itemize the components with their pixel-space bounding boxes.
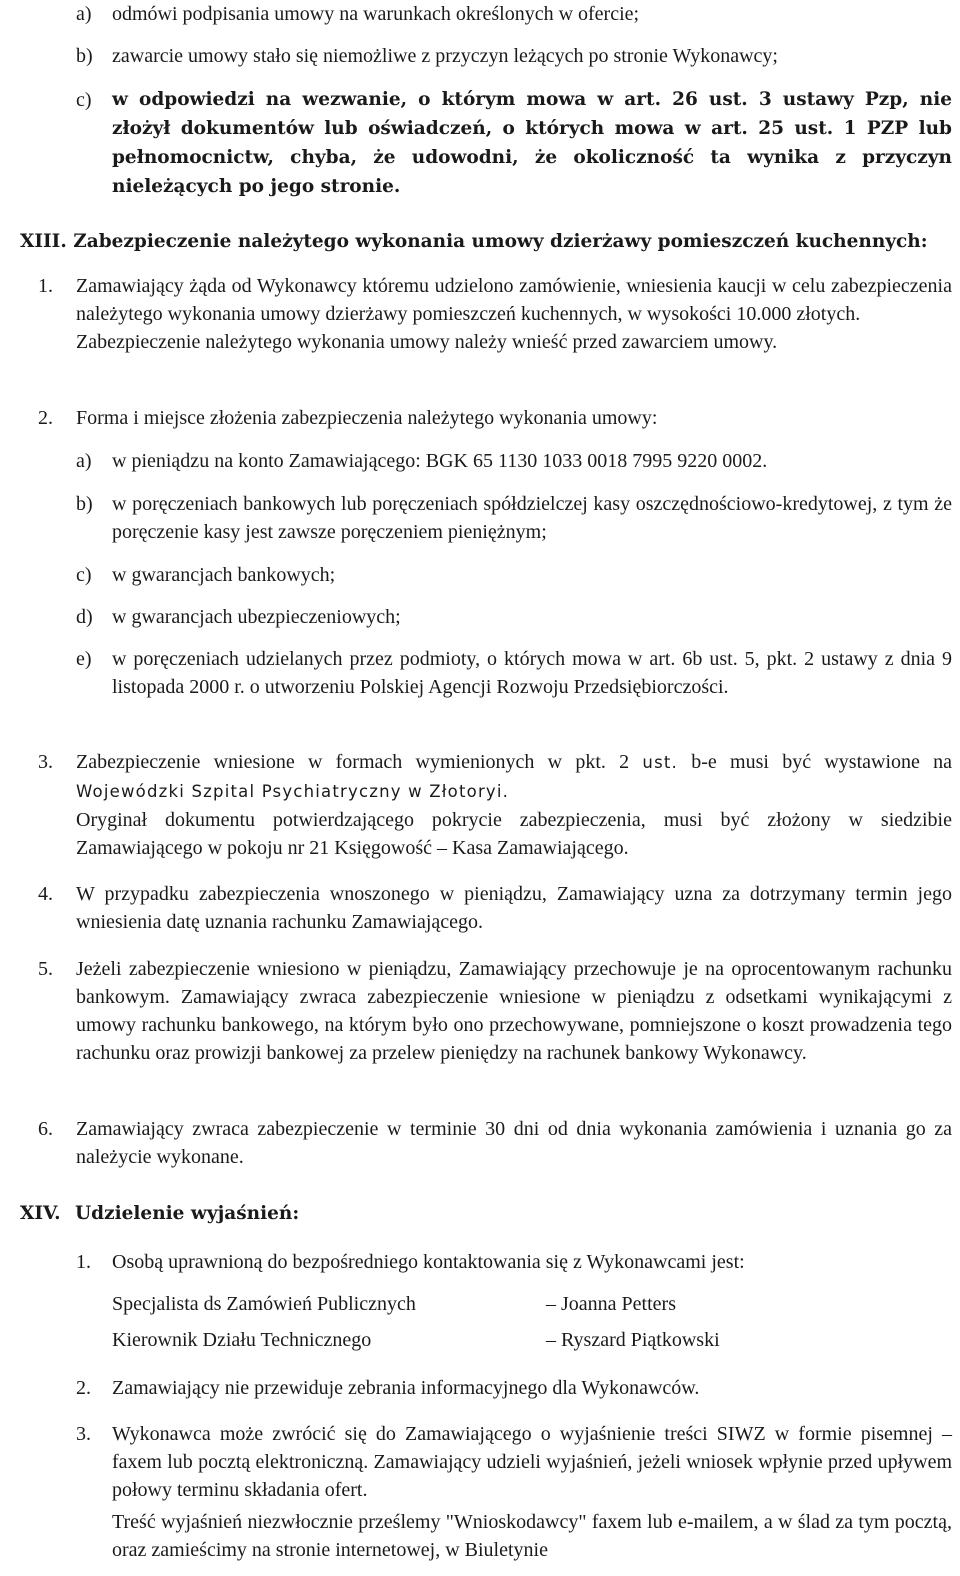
list-label: c) bbox=[76, 89, 92, 111]
section-heading: XIII. Zabezpieczenie należytego wykonania umowy dzierżawy pomieszczeń kuchennych: bbox=[20, 231, 928, 252]
item-number: 6. bbox=[38, 1118, 53, 1140]
item-text: Zamawiający zwraca zabezpieczenie w terminie 30 dni od dnia wykonania zamówienia i uznania go za należycie wykonane. bbox=[76, 1118, 952, 1168]
item-number: 3. bbox=[76, 1423, 91, 1445]
paragraph: Oryginał dokumentu potwierdzającego pokrycie zabezpieczenia, musi być złożony w siedzibie Zamawiającego w pokoju nr 21 Księgowość – Kasa Zamawiającego. bbox=[76, 809, 952, 859]
contact-name: – Joanna Petters bbox=[546, 1293, 676, 1315]
item-number: 2. bbox=[38, 407, 53, 429]
list-item-text: odmówi podpisania umowy na warunkach określonych w ofercie; bbox=[112, 3, 640, 25]
hospital-name: Wojewódzki Szpital Psychiatryczny w Złotoryi. bbox=[76, 782, 510, 801]
paragraph: Zamawiający żąda od Wykonawcy któremu udzielono zamówienie, wniesienia kaucji w celu zabezpieczenia należytego wykonania umowy dzierżawy pomieszczeń kuchennych, w wysokości 10.000 złotych. bbox=[76, 275, 952, 325]
sub-text: w gwarancjach ubezpieczeniowych; bbox=[112, 606, 401, 628]
sub-label: b) bbox=[76, 493, 93, 515]
contact-role: Kierownik Działu Technicznego bbox=[112, 1329, 372, 1351]
sub-label: d) bbox=[76, 606, 93, 628]
item-text: Osobą uprawnioną do bezpośredniego kontaktowania się z Wykonawcami jest: bbox=[112, 1251, 745, 1273]
paragraph: Zabezpieczenie należytego wykonania umowy należy wnieść przed zawarciem umowy. bbox=[76, 331, 778, 353]
text-run: Zabezpieczenie wniesione w formach wymienionych w pkt. 2 bbox=[76, 751, 630, 773]
paragraph: Treść wyjaśnień niezwłocznie prześlemy "Wnioskodawcy" faxem lub e-mailem, a w ślad za tym pocztą, oraz zamieścimy na stronie internetowej, w Biuletynie bbox=[112, 1511, 952, 1561]
item-number: 5. bbox=[38, 958, 53, 980]
item-number: 2. bbox=[76, 1377, 91, 1399]
text-run: ust. bbox=[642, 753, 678, 772]
item-text: Zamawiający nie przewiduje zebrania informacyjnego dla Wykonawców. bbox=[112, 1377, 700, 1399]
sub-label: a) bbox=[76, 450, 92, 472]
sub-text: w pieniądzu na konto Zamawiającego: BGK 65 1130 1033 0018 7995 9220 0002. bbox=[112, 450, 768, 472]
item-number: 4. bbox=[38, 883, 53, 905]
item-text: Jeżeli zabezpieczenie wniesiono w pieniądzu, Zamawiający przechowuje je na oprocentowanym rachunku bankowym. Zamawiający zwraca zabezpieczenie wniesione w pieniądzu z odsetkami wynikającymi z umowy rachunku bankowego, na którym było ono przechowywane, pomniejszone o koszt prowadzenia tego rachunku oraz prowizji bankowej za przelew pieniędzy na rachunek bankowy Wykonawcy. bbox=[76, 958, 952, 1064]
item-number: 1. bbox=[38, 275, 53, 297]
sub-label: c) bbox=[76, 564, 92, 586]
paragraph bbox=[76, 748, 952, 806]
contact-name: – Ryszard Piątkowski bbox=[546, 1329, 720, 1351]
item-number: 3. bbox=[38, 751, 53, 773]
list-label: b) bbox=[76, 45, 93, 67]
item-text: W przypadku zabezpieczenia wnoszonego w pieniądzu, Zamawiający uzna za dotrzymany termin jego wniesienia datę uznania rachunku Zamawiającego. bbox=[76, 883, 952, 933]
list-item-text: zawarcie umowy stało się niemożliwe z przyczyn leżących po stronie Wykonawcy; bbox=[112, 45, 778, 67]
list-item-text: w odpowiedzi na wezwanie, o którym mowa w art. 26 ust. 3 ustawy Pzp, nie złożył dokumentów lub oświadczeń, o których mowa w art. 25 ust. 1 PZP lub pełnomocnictw, chyba, że udowodni, że okoliczność ta wynika z przyczyn nieleżących po jego stronie. bbox=[112, 89, 952, 197]
item-text bbox=[76, 272, 952, 356]
item-number: 1. bbox=[76, 1251, 91, 1273]
sub-text: w gwarancjach bankowych; bbox=[112, 564, 336, 586]
section-heading bbox=[20, 1200, 299, 1228]
item-text bbox=[112, 1420, 952, 1564]
sub-text: w poręczeniach bankowych lub poręczeniach spółdzielczej kasy oszczędnościowo-kredytowej, z tym że poręczenie kasy jest zawsze poręczeniem pieniężnym; bbox=[112, 493, 952, 543]
item-text bbox=[76, 748, 952, 862]
sub-label: e) bbox=[76, 648, 92, 670]
list-label: a) bbox=[76, 3, 92, 25]
contact-role: Specjalista ds Zamówień Publicznych bbox=[112, 1293, 416, 1315]
text-run: b-e musi być wystawione na bbox=[691, 751, 953, 773]
paragraph: Wykonawca może zwrócić się do Zamawiającego o wyjaśnienie treści SIWZ w formie pisemnej – faxem lub pocztą elektroniczną. Zamawiający udzieli wyjaśnień, jeżeli wniosek wpłynie przed upływem połowy terminu składania ofert. bbox=[112, 1423, 952, 1501]
section-title: Udzielenie wyjaśnień: bbox=[75, 1203, 300, 1224]
sub-text: w poręczeniach udzielanych przez podmioty, o których mowa w art. 6b ust. 5, pkt. 2 ustawy z dnia 9 listopada 2000 r. o utworzeniu Polskiej Agencji Rozwoju Przedsiębiorczości. bbox=[112, 648, 952, 698]
item-text: Forma i miejsce złożenia zabezpieczenia należytego wykonania umowy: bbox=[76, 407, 658, 429]
section-number: XIV. bbox=[20, 1203, 61, 1224]
